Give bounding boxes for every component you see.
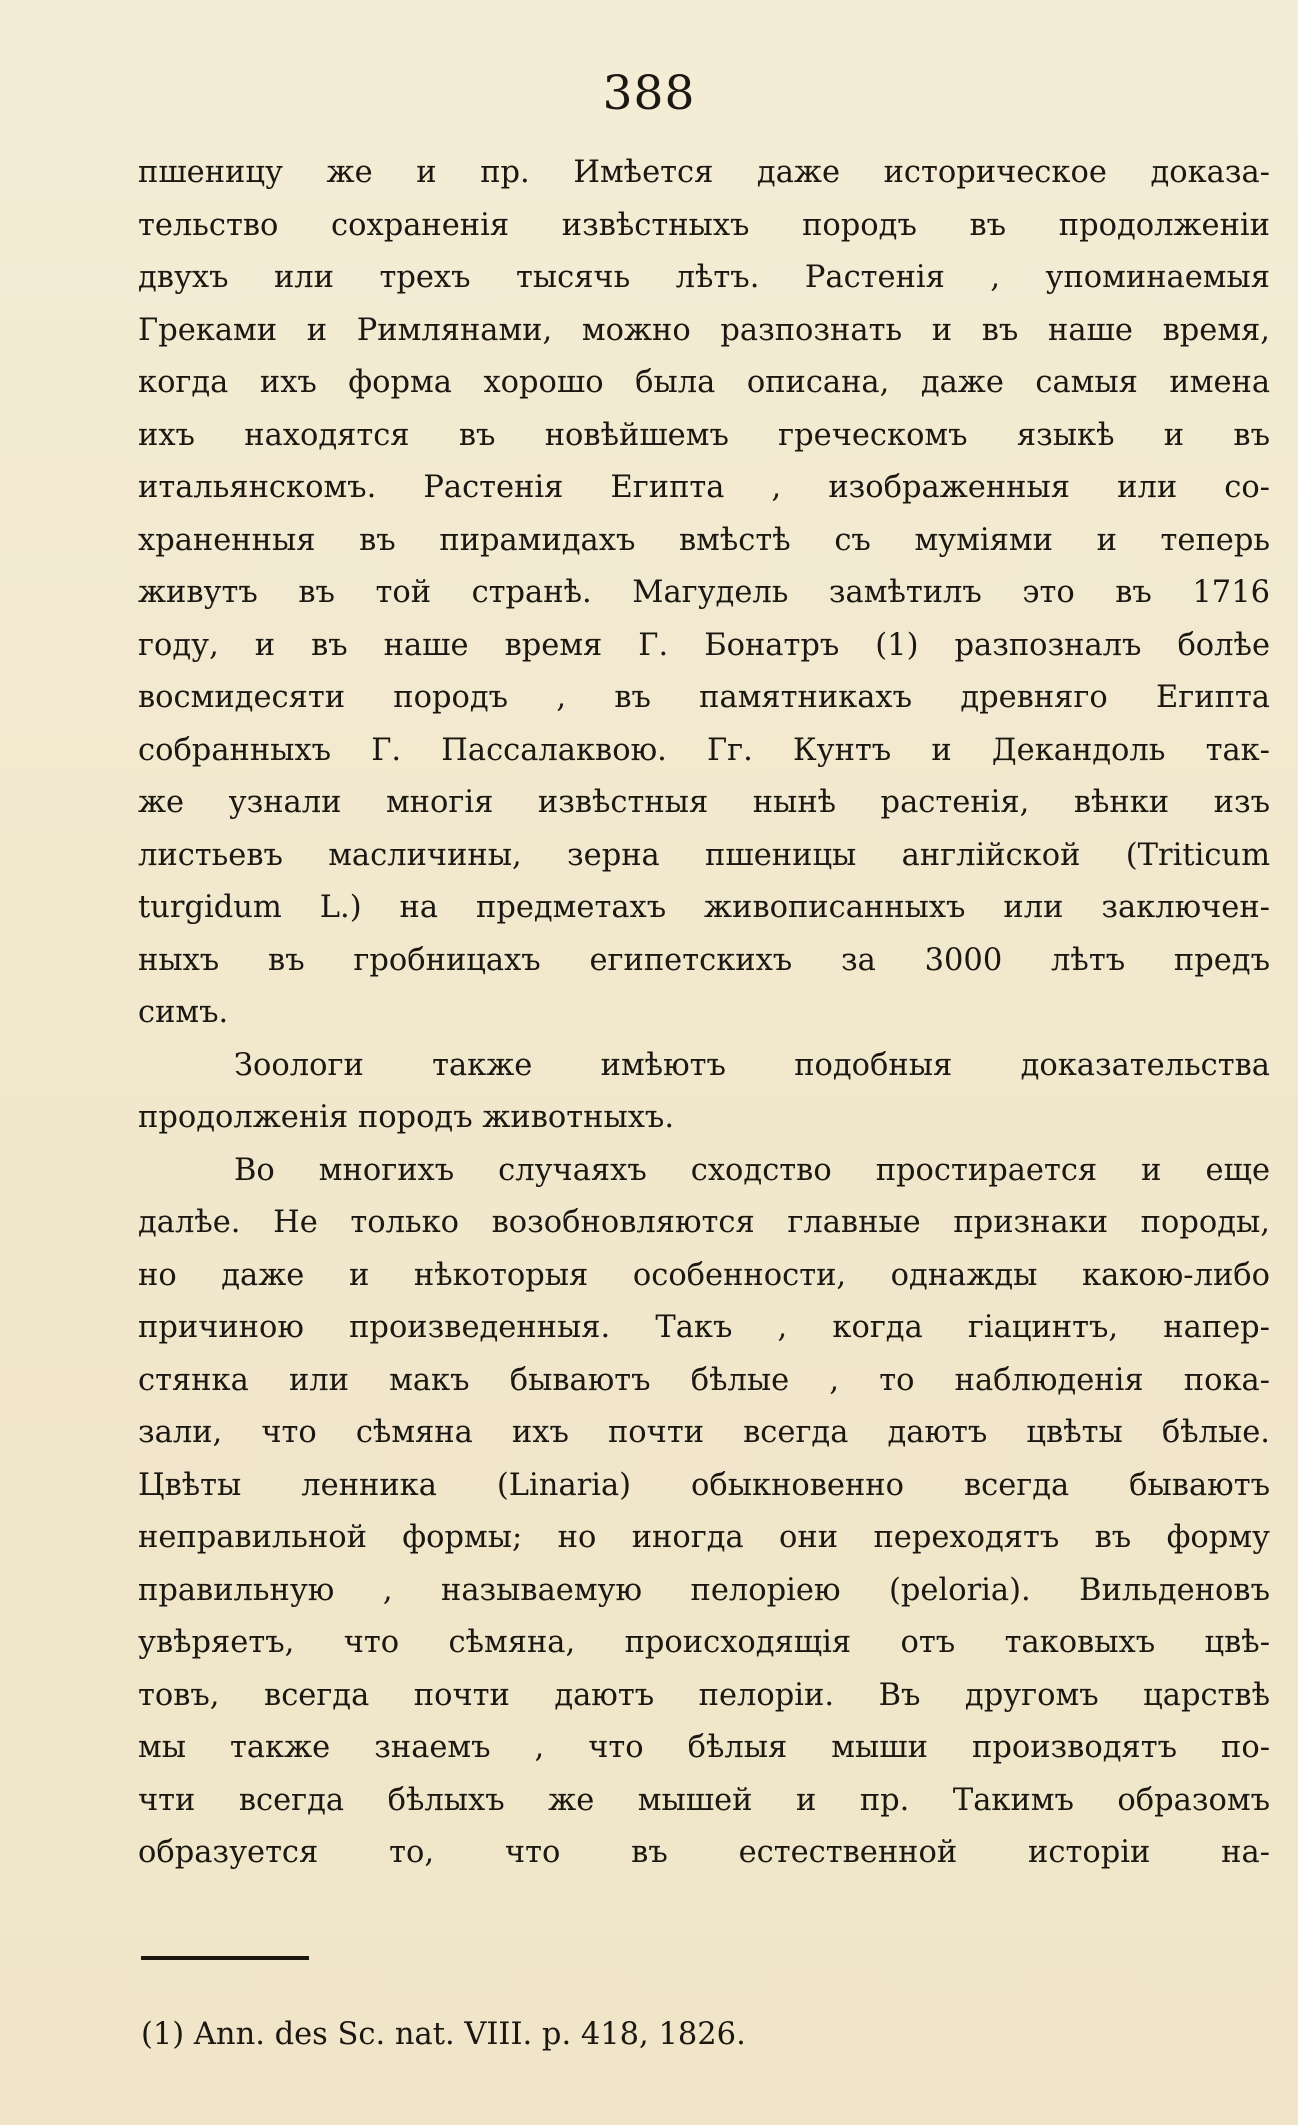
text-line: правильную , называемую пелоріею (peloria). Вильденовъ xyxy=(138,1572,1270,1608)
text-line: Греками и Римлянами, можно разпознать и въ наше время, xyxy=(138,312,1270,348)
page-number: 388 xyxy=(602,66,696,121)
text-line: восмидесяти породъ , въ памятникахъ древняго Египта xyxy=(138,680,1270,715)
text-line: неправильной формы; но иногда они переходятъ въ форму xyxy=(138,1520,1270,1555)
text-line: мы также знаемъ , что бѣлыя мыши производятъ по- xyxy=(138,1730,1270,1765)
text-line: товъ, всегда почти даютъ пелоріи. Въ другомъ царствѣ xyxy=(138,1677,1270,1713)
text-line: храненныя въ пирамидахъ вмѣстѣ съ муміями и теперь xyxy=(138,522,1270,558)
paragraph-start-line: Во многихъ случаяхъ сходство простирается и еще xyxy=(234,1152,1270,1188)
text-line: году, и въ наше время Г. Бонатръ (1) разпозналъ болѣе xyxy=(138,627,1270,663)
text-line: причиною произведенныя. Такъ , когда гіацинтъ, напер- xyxy=(138,1310,1270,1345)
text-line: листьевъ масличины, зерна пшеницы англійской (Triticum xyxy=(138,837,1270,873)
text-line: двухъ или трехъ тысячь лѣтъ. Растенія , упоминаемыя xyxy=(138,260,1270,295)
text-line: далѣе. Не только возобновляются главные признаки породы, xyxy=(138,1205,1270,1240)
text-line: симъ. xyxy=(138,995,229,1030)
text-line: стянка или макъ бываютъ бѣлые , то наблюденія пока- xyxy=(138,1362,1270,1398)
text-line: зали, что сѣмяна ихъ почти всегда даютъ цвѣты бѣлые. xyxy=(138,1415,1270,1450)
text-line: ихъ находятся въ новѣйшемъ греческомъ языкѣ и въ xyxy=(138,417,1270,453)
text-line: чти всегда бѣлыхъ же мышей и пр. Такимъ образомъ xyxy=(138,1782,1270,1818)
text-line: собранныхъ Г. Пассалаквою. Гг. Кунтъ и Декандоль так- xyxy=(138,732,1270,768)
paragraph-start-line: Зоологи также имѣютъ подобныя доказательства xyxy=(234,1047,1270,1083)
footnote: (1) Ann. des Sc. nat. VIII. p. 418, 1826. xyxy=(141,2017,746,2052)
text-line: пшеницу же и пр. Имѣется даже историческое доказа- xyxy=(138,155,1270,190)
text-line: когда ихъ форма хорошо была описана, даже самыя имена xyxy=(138,365,1270,400)
body-text xyxy=(138,147,1270,1880)
text-line: живутъ въ той странѣ. Магудель замѣтилъ это въ 1716 xyxy=(138,575,1270,610)
text-line: итальянскомъ. Растенія Египта , изображенныя или со- xyxy=(138,470,1270,505)
footnote-separator xyxy=(141,1956,309,1960)
text-line: но даже и нѣкоторыя особенности, однажды какою-либо xyxy=(138,1257,1270,1293)
text-line: Цвѣты ленника (Linaria) обыкновенно всегда бываютъ xyxy=(138,1467,1270,1503)
text-line: образуется то, что въ естественной исторіи на- xyxy=(138,1835,1270,1870)
text-line: ныхъ въ гробницахъ египетскихъ за 3000 лѣтъ предъ xyxy=(138,942,1270,978)
text-line: turgidum L.) на предметахъ живописанныхъ или заключен- xyxy=(138,890,1270,925)
text-line: увѣряетъ, что сѣмяна, происходящія отъ таковыхъ цвѣ- xyxy=(138,1625,1270,1660)
text-line: продолженія породъ животныхъ. xyxy=(138,1100,675,1135)
text-line: тельство сохраненія извѣстныхъ породъ въ продолженіи xyxy=(138,207,1270,243)
text-line: же узнали многія извѣстныя нынѣ растенія, вѣнки изъ xyxy=(138,785,1270,820)
